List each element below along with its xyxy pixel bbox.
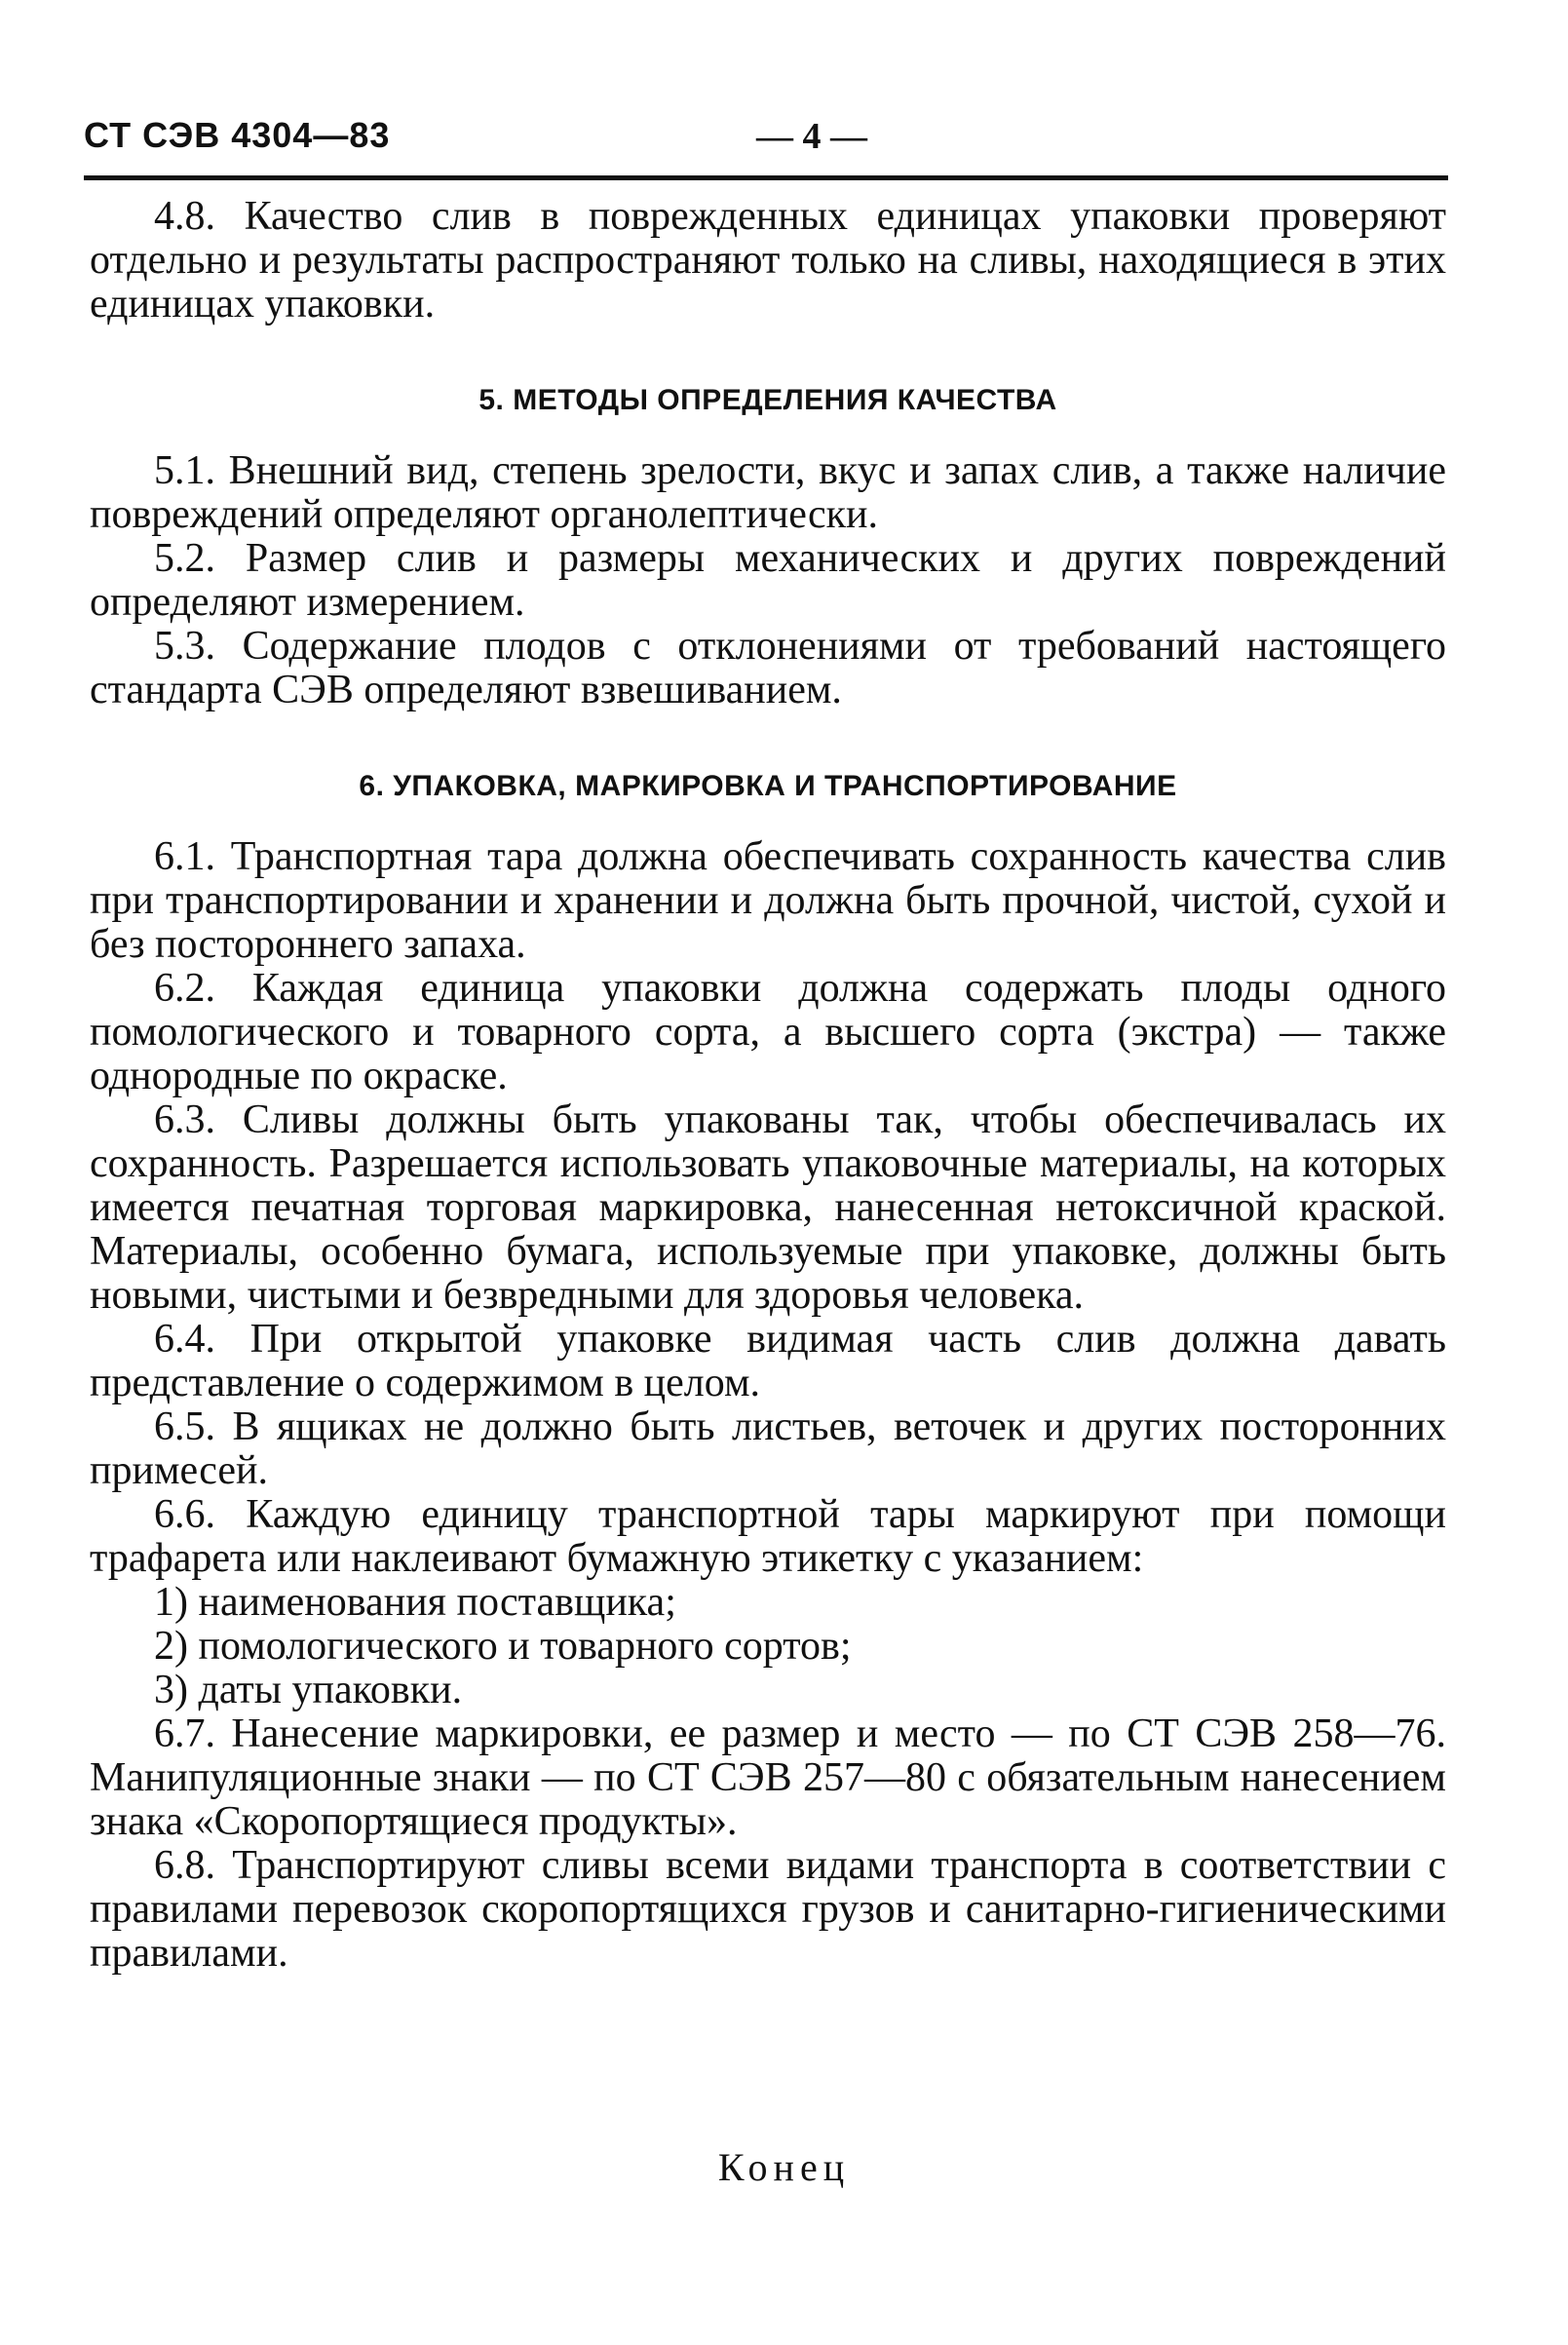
standard-code: СТ СЭВ 4304—83 xyxy=(84,115,391,155)
paragraph-6-4: 6.4. При открытой упаковке видимая часть слив должна давать представление о содержимом в целом. xyxy=(90,1317,1446,1405)
paragraph-6-5: 6.5. В ящиках не должно быть листьев, веточек и других посторонних примесей. xyxy=(90,1404,1446,1493)
paragraph-6-1: 6.1. Транспортная тара должна обеспечивать сохранность качества слив при транспортировании и хранении и должна быть прочной, чистой, сухой и без постороннего запаха. xyxy=(90,834,1446,967)
page-header xyxy=(84,115,1448,173)
page-number: — 4 — xyxy=(756,116,867,157)
section-6-title: 6. УПАКОВКА, МАРКИРОВКА И ТРАНСПОРТИРОВАНИЕ xyxy=(359,770,1177,802)
paragraph-6-7: 6.7. Нанесение маркировки, ее размер и место — по СТ СЭВ 258—76. Манипуляционные знаки — по СТ СЭВ 257—80 с обязательным нанесением знака «Скоропортящиеся продукты». xyxy=(90,1711,1446,1844)
paragraph-6-6: 6.6. Каждую единицу транспортной тары маркируют при помощи трафарета или наклеивают бумажную этикетку с указанием: xyxy=(90,1492,1446,1581)
document-body xyxy=(90,195,1446,1976)
list-item: 1) наименования поставщика; xyxy=(154,1580,676,1625)
paragraph-6-8: 6.8. Транспортируют сливы всеми видами транспорта в соответствии с правилами перевозок скоропортящихся грузов и санитарно-гигиеническими правилами. xyxy=(90,1843,1446,1976)
paragraph-6-3: 6.3. Сливы должны быть упакованы так, чтобы обеспечивалась их сохранность. Разрешается использовать упаковочные материалы, на которых имеется печатная торговая маркировка, нанесенная нетоксичной краской. Материалы, особенно бумага, используемые при упаковке, должны быть новыми, чистыми и безвредными для здоровья человека. xyxy=(90,1097,1446,1318)
paragraph-5-3: 5.3. Содержание плодов с отклонениями от требований настоящего стандарта СЭВ определяют взвешиванием. xyxy=(90,624,1446,712)
paragraph-4-8: 4.8. Качество слив в поврежденных единицах упаковки проверяют отдельно и результаты распространяют только на сливы, находящиеся в этих единицах упаковки. xyxy=(90,194,1446,327)
paragraph-5-2: 5.2. Размер слив и размеры механических и других повреждений определяют измерением. xyxy=(90,536,1446,625)
list-item: 3) даты упаковки. xyxy=(154,1668,463,1712)
header-divider xyxy=(84,175,1448,180)
list-item: 2) помологического и товарного сортов; xyxy=(154,1624,852,1669)
section-5-title: 5. МЕТОДЫ ОПРЕДЕЛЕНИЯ КАЧЕСТВА xyxy=(478,384,1057,416)
paragraph-6-2: 6.2. Каждая единица упаковки должна содержать плоды одного помологического и товарного сорта, а высшего сорта (экстра) — также однородные по окраске. xyxy=(90,966,1446,1098)
document-end-label: Конец xyxy=(717,2145,851,2189)
paragraph-5-1: 5.1. Внешний вид, степень зрелости, вкус и запах слив, а также наличие повреждений определяют органолептически. xyxy=(90,448,1446,537)
